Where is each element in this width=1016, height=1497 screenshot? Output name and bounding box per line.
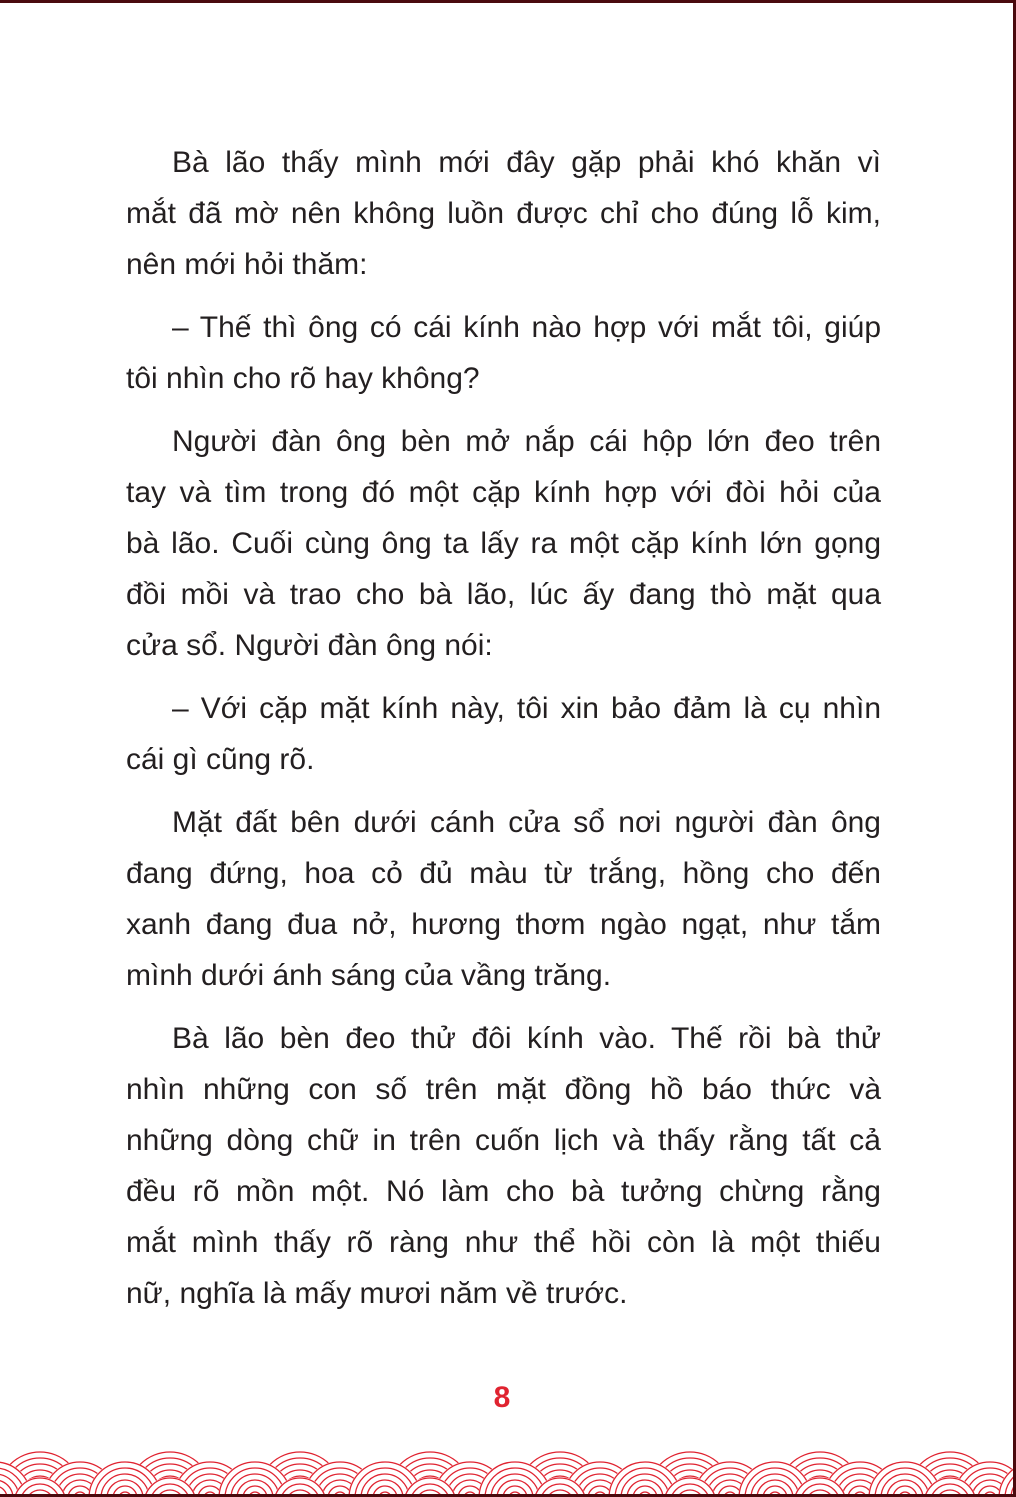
text-line: đều rõ mồn một. Nó làm cho bà tưởng chừng rằng [126,1175,881,1208]
text-line: đang đứng, hoa cỏ đủ màu từ trắng, hồng cho đến [126,857,881,890]
paragraph [126,1013,881,1319]
paragraph [126,416,881,671]
text-line: bà lão. Cuối cùng ông ta lấy ra một cặp kính lớn gọng [126,527,881,560]
text-line: – Với cặp mặt kính này, tôi xin bảo đảm là cụ nhìn [172,692,881,725]
text-line: cái gì cũng rõ. [126,743,315,776]
paragraph [126,137,881,290]
text-line: những dòng chữ in trên cuốn lịch và thấy rằng tất cả [126,1124,881,1157]
text-line: nên mới hỏi thăm: [126,248,368,281]
text-line: cửa sổ. Người đàn ông nói: [126,629,493,662]
body-text [126,137,881,1331]
text-line: tay và tìm trong đó một cặp kính hợp với đòi hỏi của [126,476,881,509]
text-line: Bà lão thấy mình mới đây gặp phải khó khăn vì [172,146,881,179]
paragraph [126,797,881,1001]
paragraph [126,683,881,785]
paragraph [126,302,881,404]
wave-pattern-decoration [0,1434,1013,1494]
text-line: mắt đã mờ nên không luồn được chỉ cho đúng lỗ kim, [126,197,881,230]
page-number: 8 [493,1381,511,1414]
text-line: đồi mồi và trao cho bà lão, lúc ấy đang thò mặt qua [126,578,881,611]
text-line: mình dưới ánh sáng của vầng trăng. [126,959,612,992]
text-line: xanh đang đua nở, hương thơm ngào ngạt, như tắm [126,908,881,941]
text-line: mắt mình thấy rõ ràng như thể hồi còn là một thiếu [126,1226,881,1259]
text-line: nhìn những con số trên mặt đồng hồ báo thức và [126,1073,881,1106]
text-line: nữ, nghĩa là mấy mươi năm về trước. [126,1277,628,1310]
text-line: tôi nhìn cho rõ hay không? [126,362,480,395]
text-line: Bà lão bèn đeo thử đôi kính vào. Thế rồi bà thử [172,1022,881,1055]
text-line: Mặt đất bên dưới cánh cửa sổ nơi người đàn ông [172,806,881,839]
text-line: Người đàn ông bèn mở nắp cái hộp lớn đeo trên [172,425,881,458]
text-line: – Thế thì ông có cái kính nào hợp với mắt tôi, giúp [172,311,881,344]
